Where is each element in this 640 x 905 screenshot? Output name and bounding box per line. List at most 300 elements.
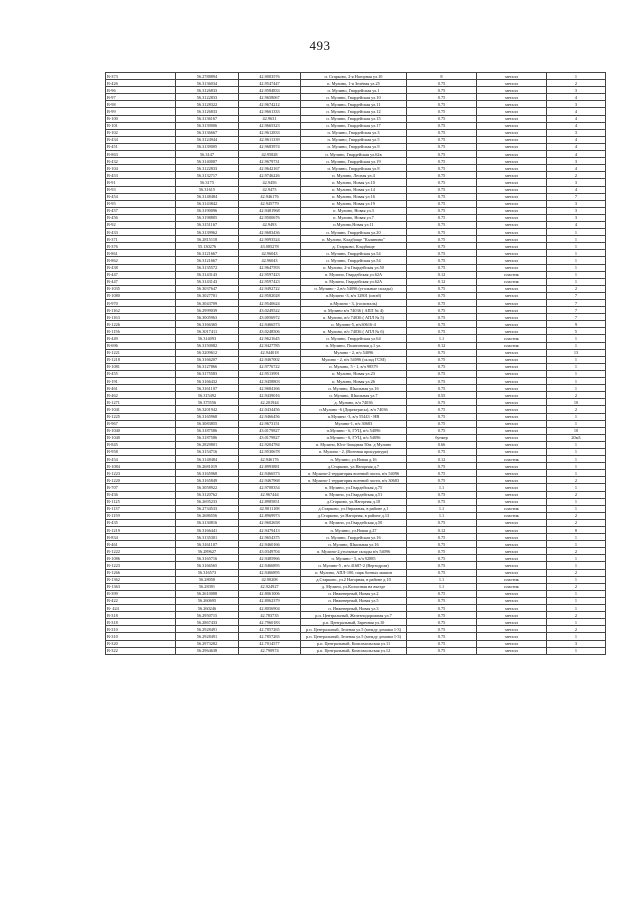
cell-row-id: В-104 (106, 165, 176, 172)
cell-longitude: 42.9683436 (239, 229, 301, 236)
cell-latitude: 56.3140007 (176, 158, 239, 165)
cell-volume: 0.75 (407, 569, 477, 576)
cell-material: металл (477, 229, 547, 236)
cell-material: металл (477, 541, 547, 548)
cell-latitude: 56.3135301 (176, 534, 239, 541)
cell-material: металл (477, 122, 547, 129)
cell-latitude: 56.3148484 (176, 456, 239, 463)
cell-row-id: В-1221 (106, 349, 176, 356)
table-row (106, 221, 606, 228)
table-row (106, 413, 606, 420)
cell-latitude: 56.3165716 (176, 555, 239, 562)
cell-longitude: 42.7014577 (239, 640, 301, 647)
cell-volume: 0.75 (407, 115, 477, 122)
cell-row-id: В-95 (106, 200, 176, 207)
cell-volume: 0.75 (407, 87, 477, 94)
cell-material: металл (477, 562, 547, 569)
cell-latitude: 56.375556 (176, 399, 239, 406)
cell-count: 2 (547, 285, 606, 292)
cell-address: п. Мулино, Гвардейская ул.11 (301, 101, 407, 108)
cell-latitude: 56.3209612 (176, 349, 239, 356)
cell-address: д.Старково, ул.Нагорная д.7 (301, 463, 407, 470)
cell-latitude: 56.3121667 (176, 257, 239, 264)
cell-latitude: 56.3143842 (176, 200, 239, 207)
cell-latitude: 56.316573 (176, 569, 239, 576)
table-row (106, 314, 606, 321)
cell-count: 1 (547, 413, 606, 420)
table-row (106, 101, 606, 108)
cell-row-id: В-1223 (106, 562, 176, 569)
cell-row-id: В-1081 (106, 363, 176, 370)
cell-material: пластик (477, 335, 547, 342)
cell-count: 7 (547, 307, 606, 314)
cell-latitude: 56.31615 (176, 186, 239, 193)
cell-count: 1 (547, 278, 606, 285)
cell-material: металл (477, 115, 547, 122)
cell-row-id: В-320 (106, 640, 176, 647)
cell-latitude: 56.3126833 (176, 87, 239, 94)
cell-address: п. Мулино, Новая ул.19 (301, 200, 407, 207)
cell-address: п. Мулино, Полигонная д.1 ул. (301, 342, 407, 349)
cell-longitude: 42.8985851 (239, 498, 301, 505)
cell-count: 2 (547, 612, 606, 619)
cell-count: 9 (547, 321, 606, 328)
cell-longitude: 42.9665323 (239, 122, 301, 129)
cell-longitude: 42.9513991 (239, 370, 301, 377)
cell-count: 4 (547, 186, 606, 193)
table-row (106, 597, 606, 604)
cell-material: металл (477, 378, 547, 385)
cell-latitude: 56.3139962 (176, 229, 239, 236)
cell-volume: 0.75 (407, 101, 477, 108)
table-row (106, 477, 606, 484)
cell-material: металл (477, 427, 547, 434)
cell-row-id: В-438 (106, 264, 176, 271)
cell-longitude: 42.9481968 (239, 207, 301, 214)
cell-row-id: В-1125 (106, 498, 176, 505)
cell-longitude: 42.9466573 (239, 321, 301, 328)
cell-address: п. Мулино, Новая ул.16 (301, 193, 407, 200)
cell-latitude: 56.2928491 (176, 626, 239, 633)
cell-row-id: В-1218 (106, 356, 176, 363)
cell-volume: 0.75 (407, 626, 477, 633)
cell-count: 1 (547, 385, 606, 392)
table-row (106, 647, 606, 654)
cell-volume: 0.75 (407, 597, 477, 604)
cell-latitude: 56.3154716 (176, 448, 239, 455)
cell-volume: 1.1 (407, 583, 477, 590)
registry-table-body (106, 73, 606, 655)
cell-address: п. Мулино, Гвардейская ул.62А (301, 271, 407, 278)
cell-address: п. Мулино, Гвардейская ул.62А (301, 278, 407, 285)
cell-count: 1 (547, 448, 606, 455)
table-row (106, 392, 606, 399)
table-row (106, 300, 606, 307)
cell-count: 10 (547, 399, 606, 406)
cell-material: металл (477, 73, 547, 80)
cell-volume: 0.75 (407, 363, 477, 370)
cell-row-id: В-92 (106, 221, 176, 228)
table-row (106, 527, 606, 534)
cell-material: металл (477, 548, 547, 555)
cell-longitude: 42.9466895 (239, 569, 301, 576)
table-row (106, 342, 606, 349)
table-row (106, 179, 606, 186)
cell-material: металл (477, 420, 547, 427)
cell-volume: 0.75 (407, 590, 477, 597)
cell-address: д.Старково, ул.Нагорная д.18 (301, 498, 407, 505)
cell-row-id: В-454 (106, 193, 176, 200)
cell-count: 20м3 (547, 434, 606, 441)
cell-volume: 0.75 (407, 108, 477, 115)
cell-latitude: 56.2815118 (176, 236, 239, 243)
cell-material: металл (477, 527, 547, 534)
cell-volume: 0.75 (407, 129, 477, 136)
page-number: 493 (309, 38, 331, 53)
cell-latitude: 56.3058922 (176, 484, 239, 491)
table-row (106, 243, 606, 250)
cell-latitude: 56.3043709 (176, 300, 239, 307)
cell-longitude: 42.90208 (239, 576, 301, 583)
cell-material: металл (477, 633, 547, 640)
cell-material: металл (477, 108, 547, 115)
cell-material: металл (477, 186, 547, 193)
cell-address: п. Мулино, АПЛ-100, парк боевых машин (301, 569, 407, 576)
cell-address: п.Мулино - 6, ГУЦ, в/ч 54096 (301, 427, 407, 434)
cell-volume: 0.75 (407, 349, 477, 356)
table-row (106, 250, 606, 257)
cell-count: 7 (547, 314, 606, 321)
cell-material: пластик (477, 278, 547, 285)
cell-latitude: 56.3201942 (176, 406, 239, 413)
cell-row-id: В-453 (106, 172, 176, 179)
cell-longitude: 42.9485966 (239, 555, 301, 562)
cell-volume: 0.75 (407, 158, 477, 165)
cell-latitude: 56.260246 (176, 605, 239, 612)
cell-count: 1 (547, 456, 606, 463)
table-row (106, 640, 606, 647)
cell-longitude: 42.9547447 (239, 80, 301, 87)
cell-latitude: 56.2695233 (176, 498, 239, 505)
cell-volume: 0.75 (407, 548, 477, 555)
cell-count: 3 (547, 179, 606, 186)
cell-latitude: 56.3121667 (176, 250, 239, 257)
cell-latitude: 55.130276 (176, 243, 239, 250)
cell-latitude: 56.3139006 (176, 122, 239, 129)
cell-row-id: В-322 (106, 647, 176, 654)
cell-longitude: 42.7960183 (239, 619, 301, 626)
cell-row-id: В-462 (106, 392, 176, 399)
cell-longitude: 42.944018 (239, 349, 301, 356)
cell-count: 4 (547, 221, 606, 228)
cell-longitude: 42.9466573 (239, 470, 301, 477)
cell-longitude: 42.7857265 (239, 633, 301, 640)
cell-row-id: В-707 (106, 484, 176, 491)
table-row (106, 406, 606, 413)
cell-latitude: 56.3130816 (176, 519, 239, 526)
table-row (106, 498, 606, 505)
cell-address: п. Мулино, Гвардейская ул.3 (301, 129, 407, 136)
cell-address: п.Мулино -3, в/ч 12801 (штаб) (301, 292, 407, 299)
table-row (106, 172, 606, 179)
cell-address: р.п. Центральный, Заречная ул.10 (301, 619, 407, 626)
cell-material: металл (477, 193, 547, 200)
cell-count: 1 (547, 356, 606, 363)
cell-count: 2 (547, 626, 606, 633)
table-row (106, 576, 606, 583)
cell-material: пластик (477, 505, 547, 512)
cell-count: 1 (547, 605, 606, 612)
cell-count: 1 (547, 541, 606, 548)
cell-address: р.п. Центральный, Зеленая ул.5 (между домами 1-3) (301, 633, 407, 640)
cell-volume: 0.55 (407, 392, 477, 399)
cell-row-id: В-310 (106, 626, 176, 633)
cell-row-id: В-1225 (106, 413, 176, 420)
cell-count: 2 (547, 512, 606, 519)
cell-material: металл (477, 257, 547, 264)
cell-row-id: В-456 (106, 214, 176, 221)
cell-count: 5 (547, 328, 606, 335)
cell-longitude: 42.9597423 (239, 271, 301, 278)
cell-volume: 0.75 (407, 300, 477, 307)
cell-longitude: 42.9003576 (239, 73, 301, 80)
cell-row-id: В-449 (106, 335, 176, 342)
cell-count: 1 (547, 619, 606, 626)
cell-latitude: 56.3120762 (176, 491, 239, 498)
cell-address: п. Мулино, Гвардейская ул.10 (301, 94, 407, 101)
cell-latitude: 56.2964638 (176, 647, 239, 654)
cell-volume: 0.75 (407, 633, 477, 640)
cell-material: металл (477, 484, 547, 491)
cell-address: п. Мулино, Новая ул.14 (301, 186, 407, 193)
cell-volume: 0.66 (407, 441, 477, 448)
cell-count: 3 (547, 200, 606, 207)
cell-longitude: 42.95828 (239, 151, 301, 158)
cell-count: 3 (547, 87, 606, 94)
cell-material: металл (477, 363, 547, 370)
cell-volume: 0.75 (407, 519, 477, 526)
cell-longitude: 42.9631 (239, 115, 301, 122)
table-row (106, 605, 606, 612)
table-row (106, 151, 606, 158)
cell-longitude: 43.0349704 (239, 548, 301, 555)
cell-volume: 1.1 (407, 484, 477, 491)
cell-longitude: 42.9584833 (239, 87, 301, 94)
cell-count: 1 (547, 597, 606, 604)
cell-volume: 1.1 (407, 512, 477, 519)
cell-latitude: 56.289627 (176, 548, 239, 555)
cell-address: п. Мулино-5, в/ч30616-4 (301, 321, 407, 328)
cell-latitude: 56.3037647 (176, 285, 239, 292)
cell-address: д. Мулино, в/ч 74036 (301, 399, 407, 406)
cell-row-id: В-1362 (106, 576, 176, 583)
cell-row-id: В-432 (106, 158, 176, 165)
cell-count: 3 (547, 129, 606, 136)
cell-row-id: В-1040 (106, 434, 176, 441)
cell-material: металл (477, 80, 547, 87)
cell-longitude: 42.9647593 (239, 264, 301, 271)
cell-material: металл (477, 207, 547, 214)
cell-volume: 0.75 (407, 448, 477, 455)
cell-row-id: В-99 (106, 108, 176, 115)
cell-count: 1 (547, 633, 606, 640)
cell-address: д. Мулино, ул.Колхозная на въезде (301, 583, 407, 590)
cell-address: п. Мулино, ул.Гвардейская д.51 (301, 491, 407, 498)
cell-row-id: В-863 (106, 151, 176, 158)
cell-material: металл (477, 136, 547, 143)
cell-address: Мулино - 2, в/ч 54096 (301, 349, 407, 356)
cell-address: п. Мулино, Гвардейская ул.17 (301, 122, 407, 129)
cell-material: металл (477, 534, 547, 541)
cell-address: п.Мулино -3, в/ч 55443 - НВ (301, 413, 407, 420)
cell-material: металл (477, 470, 547, 477)
cell-longitude: 43.0179827 (239, 427, 301, 434)
cell-volume: 0.12 (407, 271, 477, 278)
cell-count: 4 (547, 165, 606, 172)
cell-count: 2 (547, 392, 606, 399)
cell-longitude: 42.8062379 (239, 597, 301, 604)
cell-count: 1 (547, 590, 606, 597)
cell-address: п. Мулино, Гвардейская ул.1 (301, 87, 407, 94)
cell-address: п. Мулино - 2, (Военная прокуратура) (301, 448, 407, 455)
table-row (106, 505, 606, 512)
cell-longitude: 42.924927 (239, 583, 301, 590)
cell-volume: 0.12 (407, 456, 477, 463)
cell-volume: 0.75 (407, 498, 477, 505)
cell-row-id: В-101 (106, 122, 176, 129)
cell-address: п. Мулино в/ч 74036 ( АПЛ № 4) (301, 307, 407, 314)
cell-longitude: 42.9611339 (239, 136, 301, 143)
cell-material: металл (477, 250, 547, 257)
cell-count: 2 (547, 491, 606, 498)
cell-count: 1 (547, 229, 606, 236)
table-row (106, 108, 606, 115)
cell-count: 2 (547, 583, 606, 590)
cell-count: 1 (547, 250, 606, 257)
cell-volume: 0.75 (407, 541, 477, 548)
cell-longitude: 42.9479413 (239, 527, 301, 534)
table-row (106, 292, 606, 299)
cell-material: металл (477, 129, 547, 136)
cell-address: п. Мулино, ул.Гвардейская д.50 (301, 519, 407, 526)
table-row (106, 143, 606, 150)
cell-material: металл (477, 640, 547, 647)
table-row (106, 448, 606, 455)
cell-longitude: 42.9684166 (239, 385, 301, 392)
cell-volume: 0.75 (407, 477, 477, 484)
cell-volume: 0.75 (407, 420, 477, 427)
table-row (106, 491, 606, 498)
cell-longitude: 42.9493 (239, 221, 301, 228)
cell-latitude: 56.3083855 (176, 420, 239, 427)
cell-latitude: 56.3128322 (176, 101, 239, 108)
cell-row-id: В-1163 (106, 314, 176, 321)
cell-volume: 0.75 (407, 562, 477, 569)
cell-count: 1 (547, 498, 606, 505)
cell-count: 4 (547, 151, 606, 158)
cell-material: металл (477, 519, 547, 526)
cell-longitude: 42.967444 (239, 491, 301, 498)
cell-latitude: 56.28391 (176, 583, 239, 590)
cell-latitude: 56.3135572 (176, 264, 239, 271)
cell-address: п. Мулино, Гвардейская ул.5 (301, 136, 407, 143)
cell-count: 1 (547, 363, 606, 370)
cell-volume: 0.12 (407, 278, 477, 285)
cell-row-id: В-862 (106, 257, 176, 264)
cell-address: п. Мулино, Юго-Западная 50м. д Мулино (301, 441, 407, 448)
cell-address: п. Мулино - 2,в/ч 54096 (угольные склады) (301, 285, 407, 292)
table-row (106, 115, 606, 122)
table-row (106, 619, 606, 626)
cell-material: металл (477, 385, 547, 392)
cell-volume: 0.75 (407, 292, 477, 299)
cell-longitude: 42.8993881 (239, 463, 301, 470)
cell-longitude: 42.9776722 (239, 363, 301, 370)
table-row (106, 626, 606, 633)
cell-address: п. Инженерный, Новая ул.3 (301, 605, 407, 612)
table-row (106, 385, 606, 392)
cell-volume: 0.75 (407, 257, 477, 264)
cell-row-id: В-970 (106, 300, 176, 307)
cell-material: металл (477, 87, 547, 94)
table-row (106, 349, 606, 356)
cell-address: п. Мулино, 1-я Зелёная ул.25 (301, 80, 407, 87)
cell-row-id: В-310 (106, 633, 176, 640)
cell-longitude: 43.0056972 (239, 314, 301, 321)
cell-count: 10 (547, 427, 606, 434)
cell-address: п. Мулино-1 территория военной части, в/ч 30683 (301, 477, 407, 484)
table-row (106, 470, 606, 477)
cell-address: п. Инженерный, Новая ул.5 (301, 597, 407, 604)
cell-count: 2 (547, 406, 606, 413)
cell-volume: 8 (407, 73, 477, 80)
cell-count: 1 (547, 505, 606, 512)
cell-row-id: В-433 (106, 229, 176, 236)
cell-material: металл (477, 590, 547, 597)
cell-material: металл (477, 569, 547, 576)
cell-row-id: В-447 (106, 271, 176, 278)
cell-latitude: 56.260695 (176, 597, 239, 604)
table-row (106, 427, 606, 434)
cell-count: 1 (547, 534, 606, 541)
cell-row-id: В-376 (106, 243, 176, 250)
cell-count: 3 (547, 101, 606, 108)
cell-latitude: 56.3143143 (176, 278, 239, 285)
cell-latitude: 56.2610088 (176, 590, 239, 597)
cell-volume: 0.75 (407, 463, 477, 470)
cell-volume: 0.75 (407, 370, 477, 377)
cell-row-id: В-426 (106, 80, 176, 87)
cell-latitude: 56.3148484 (176, 193, 239, 200)
cell-count: 1 (547, 647, 606, 654)
cell-material: металл (477, 314, 547, 321)
cell-material: металл (477, 158, 547, 165)
cell-latitude: 56.3166207 (176, 356, 239, 363)
cell-count: 7 (547, 300, 606, 307)
cell-row-id: В-1220 (106, 477, 176, 484)
cell-longitude: 42.7857265 (239, 626, 301, 633)
cell-longitude: 42.96043 (239, 250, 301, 257)
cell-latitude: 56.2867433 (176, 619, 239, 626)
cell-longitude: 42.9458803 (239, 378, 301, 385)
table-row (106, 129, 606, 136)
table-row (106, 463, 606, 470)
table-row (106, 633, 606, 640)
cell-row-id: В-373 (106, 73, 176, 80)
cell-volume: 0.75 (407, 378, 477, 385)
cell-row-id: В-834 (106, 534, 176, 541)
cell-row-id: В-371 (106, 236, 176, 243)
